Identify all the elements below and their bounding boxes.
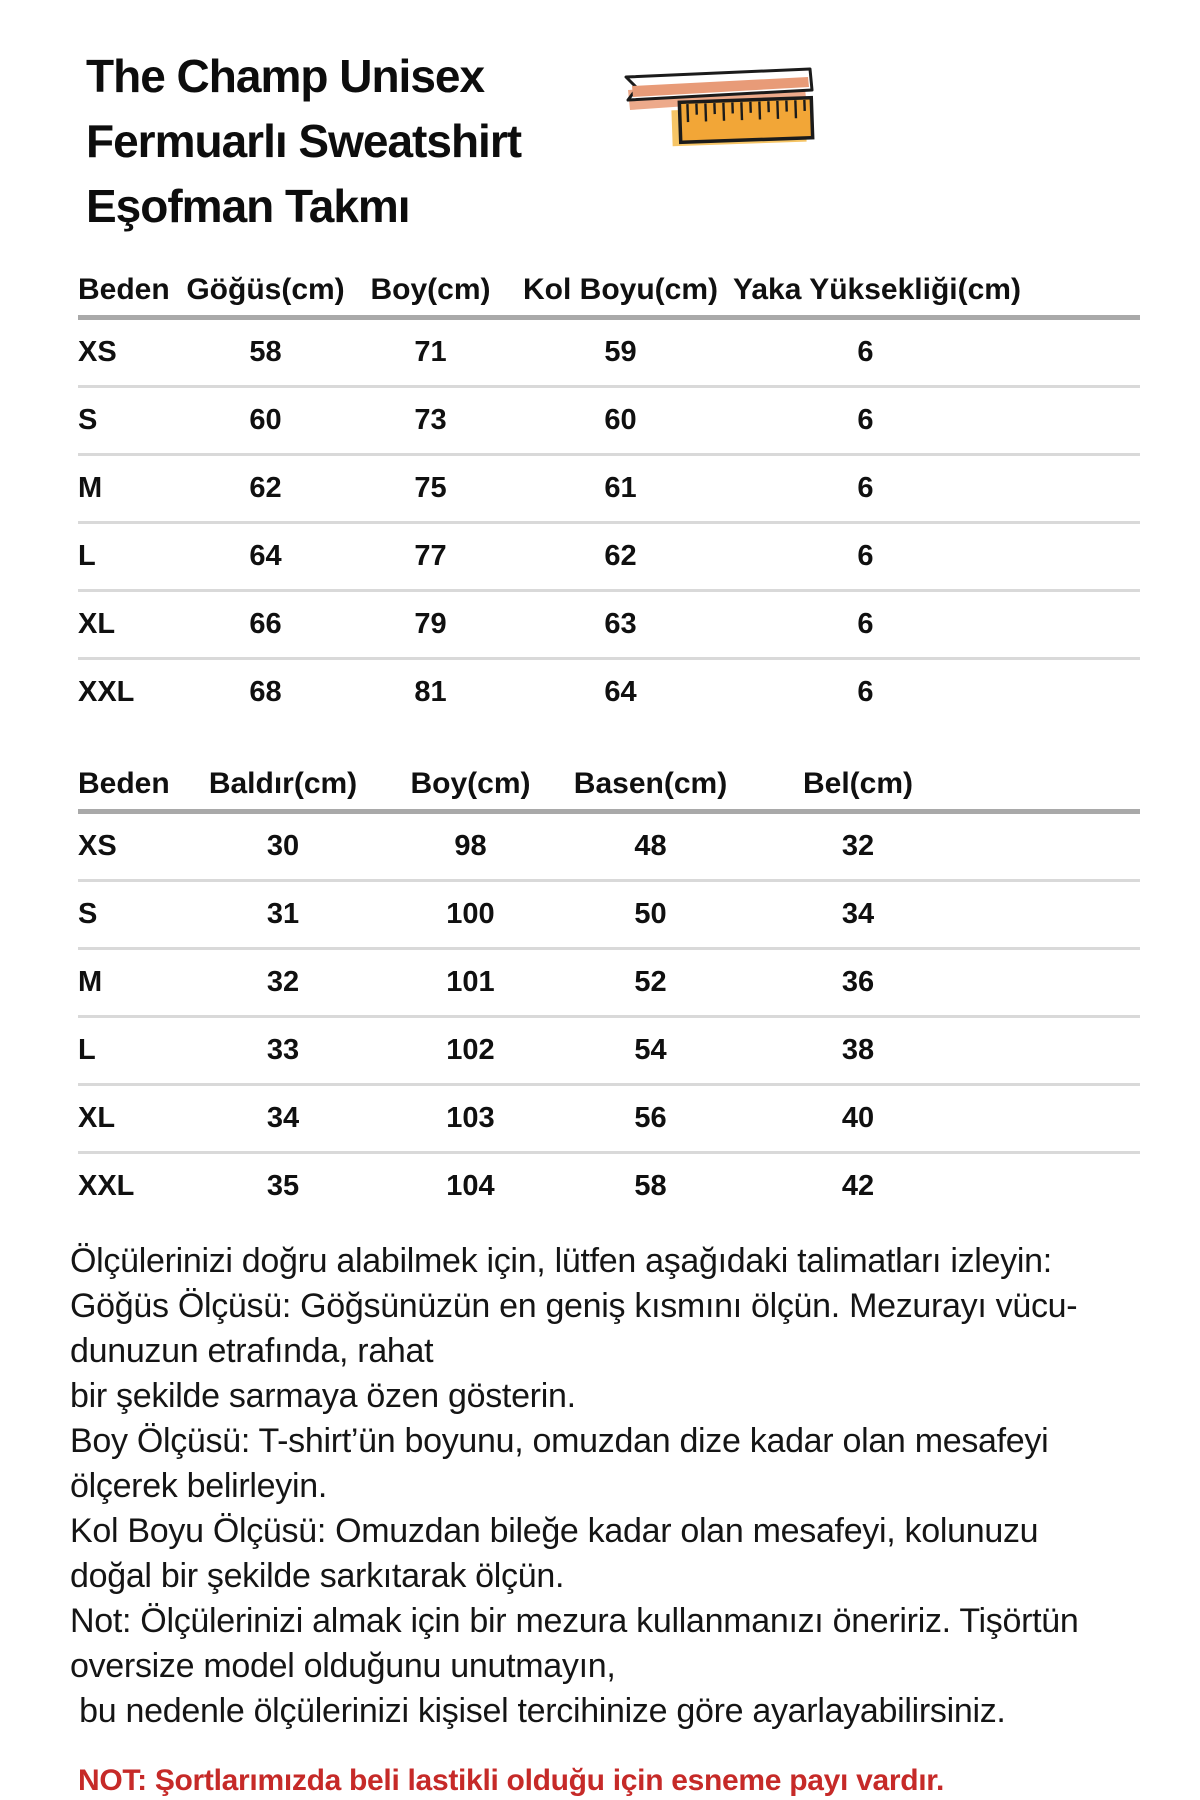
measure-value: 64 bbox=[604, 676, 637, 708]
table-row bbox=[78, 456, 1140, 524]
measure-value: 60 bbox=[604, 404, 637, 436]
title-line-2: Fermuarlı Sweatshirt bbox=[86, 115, 522, 167]
column-header: Boy(cm) bbox=[410, 767, 531, 800]
measure-value: 6 bbox=[857, 472, 874, 504]
size-table-sweatshirt bbox=[78, 265, 1140, 725]
measure-value: 60 bbox=[249, 404, 282, 436]
instruction-line: Ölçülerinizi doğru alabilmek için, lütfen aşağıdaki talimatları izleyin: bbox=[70, 1242, 1052, 1280]
header bbox=[0, 0, 1200, 239]
measure-value: 6 bbox=[857, 676, 874, 708]
measure-value: 63 bbox=[604, 608, 637, 640]
size-label: XXL bbox=[78, 676, 135, 708]
measure-value: 104 bbox=[446, 1170, 495, 1202]
table-row bbox=[78, 320, 1140, 388]
measure-value: 30 bbox=[266, 830, 300, 862]
instruction-line: bu nedenle ölçülerinizi kişisel tercihinize göre ayarlayabilirsiniz. bbox=[70, 1692, 1006, 1730]
measure-value: 103 bbox=[446, 1102, 495, 1134]
measure-value: 50 bbox=[634, 898, 667, 930]
measure-value: 34 bbox=[841, 898, 875, 930]
measure-value: 59 bbox=[604, 336, 637, 368]
table-row bbox=[78, 592, 1140, 660]
column-header: Kol Boyu(cm) bbox=[523, 273, 718, 306]
column-header: Göğüs(cm) bbox=[186, 273, 345, 306]
size-label: S bbox=[78, 404, 98, 436]
size-label: L bbox=[78, 540, 96, 572]
instruction-line: doğal bir şekilde sarkıtarak ölçün. bbox=[70, 1557, 565, 1595]
measure-value: 61 bbox=[604, 472, 637, 504]
measure-value: 102 bbox=[446, 1034, 495, 1066]
instruction-line: ölçerek belirleyin. bbox=[70, 1467, 327, 1505]
measure-value: 32 bbox=[266, 966, 300, 998]
table-row bbox=[78, 388, 1140, 456]
measure-value: 58 bbox=[249, 336, 282, 368]
size-label: XS bbox=[78, 336, 117, 368]
size-label: S bbox=[78, 898, 98, 930]
instruction-line: Not: Ölçülerinizi almak için bir mezura kullanmanızı öneririz. Tişörtün bbox=[70, 1602, 1079, 1640]
measure-value: 6 bbox=[857, 540, 874, 572]
measure-value: 73 bbox=[414, 404, 447, 436]
size-label: XL bbox=[78, 1102, 116, 1134]
measure-value: 66 bbox=[249, 608, 282, 640]
stretch-note: NOT: Şortlarımızda beli lastikli olduğu için esneme payı vardır. bbox=[78, 1764, 945, 1797]
instruction-line: oversize model olduğunu unutmayın, bbox=[70, 1647, 616, 1685]
measure-value: 33 bbox=[266, 1034, 300, 1066]
table-header-row bbox=[78, 759, 1140, 814]
measure-value: 31 bbox=[266, 898, 300, 930]
table-row bbox=[78, 1154, 1140, 1219]
measure-value: 100 bbox=[446, 898, 495, 930]
measure-value: 62 bbox=[249, 472, 282, 504]
measure-value: 34 bbox=[266, 1102, 300, 1134]
size-label: XS bbox=[78, 830, 117, 862]
instruction-line: Boy Ölçüsü: T-shirt’ün boyunu, omuzdan dize kadar olan mesafeyi bbox=[70, 1422, 1049, 1460]
measure-value: 101 bbox=[446, 966, 495, 998]
column-header: Boy(cm) bbox=[370, 273, 491, 306]
measure-value: 58 bbox=[634, 1170, 667, 1202]
size-label: XXL bbox=[78, 1170, 135, 1202]
instruction-line: Göğüs Ölçüsü: Göğsünüzün en geniş kısmını ölçün. Mezurayı vücu- bbox=[70, 1287, 1078, 1325]
size-label: XL bbox=[78, 608, 116, 640]
column-header: Bel(cm) bbox=[802, 767, 914, 800]
column-header: Beden bbox=[78, 767, 170, 800]
table-row bbox=[78, 660, 1140, 725]
table-row bbox=[78, 1086, 1140, 1154]
table-row bbox=[78, 814, 1140, 882]
measure-value: 54 bbox=[634, 1034, 667, 1066]
measure-value: 98 bbox=[454, 830, 487, 862]
size-table-pants bbox=[78, 759, 1140, 1219]
instruction-line: dunuzun etrafında, rahat bbox=[70, 1332, 434, 1370]
measure-value: 56 bbox=[634, 1102, 667, 1134]
measure-value: 81 bbox=[414, 676, 447, 708]
size-label: L bbox=[78, 1034, 96, 1066]
measurement-instructions bbox=[70, 1239, 1150, 1734]
measure-value: 48 bbox=[634, 830, 667, 862]
column-header: Yaka Yüksekliği(cm) bbox=[733, 273, 1021, 306]
measure-value: 52 bbox=[634, 966, 667, 998]
measure-value: 32 bbox=[841, 830, 875, 862]
measure-value: 36 bbox=[841, 966, 875, 998]
measure-value: 6 bbox=[857, 608, 874, 640]
column-header: Baldır(cm) bbox=[208, 767, 358, 800]
measure-value: 75 bbox=[414, 472, 447, 504]
measure-value: 62 bbox=[604, 540, 637, 572]
title-line-1: The Champ Unisex bbox=[86, 50, 485, 102]
instruction-line: Kol Boyu Ölçüsü: Omuzdan bileğe kadar olan mesafeyi, kolunuzu bbox=[70, 1512, 1039, 1550]
measure-value: 40 bbox=[841, 1102, 875, 1134]
column-header: Beden bbox=[78, 273, 170, 306]
table-row bbox=[78, 524, 1140, 592]
measuring-tape-icon bbox=[618, 66, 818, 150]
ruler-shape bbox=[679, 98, 812, 143]
measure-value: 68 bbox=[249, 676, 282, 708]
size-label: M bbox=[78, 472, 103, 504]
measure-value: 6 bbox=[857, 404, 874, 436]
instruction-line: bir şekilde sarmaya özen gösterin. bbox=[70, 1377, 576, 1415]
measure-value: 42 bbox=[841, 1170, 875, 1202]
measure-value: 64 bbox=[249, 540, 282, 572]
measure-value: 79 bbox=[414, 608, 447, 640]
table-row bbox=[78, 950, 1140, 1018]
size-label: M bbox=[78, 966, 103, 998]
measure-value: 35 bbox=[266, 1170, 300, 1202]
measure-value: 77 bbox=[414, 540, 447, 572]
column-header: Basen(cm) bbox=[573, 767, 728, 800]
title-line-3: Eşofman Takmı bbox=[86, 180, 410, 232]
table-row bbox=[78, 1018, 1140, 1086]
table-header-row bbox=[78, 265, 1140, 320]
measure-value: 71 bbox=[414, 336, 447, 368]
measure-value: 6 bbox=[857, 336, 874, 368]
table-row bbox=[78, 882, 1140, 950]
measure-value: 38 bbox=[841, 1034, 875, 1066]
